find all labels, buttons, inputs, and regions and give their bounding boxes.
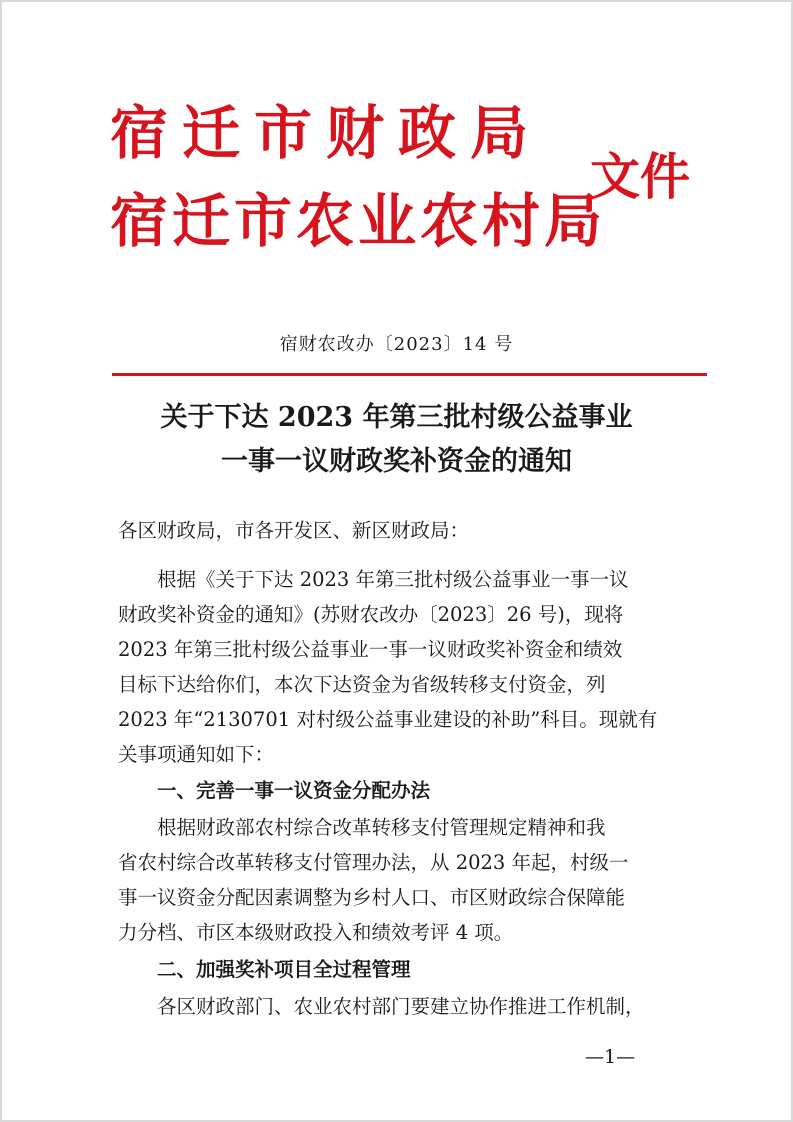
document-kind-label: 文件: [590, 148, 690, 206]
addressee: 各区财政局，市各开发区、新区财政局：: [118, 519, 470, 542]
document-title-line-2: 一事一议财政奖补资金的通知: [221, 446, 572, 477]
paragraph-2: [118, 810, 683, 950]
paragraph-line: 2023 年“2130701 对村级公益事业建设的补助”科目。现就有: [118, 708, 658, 731]
paragraph-line: 根据《关于下达 2023 年第三批村级公益事业一事一议: [157, 568, 629, 591]
issuer-agriculture-bureau: 宿迁市农业农村局: [110, 187, 607, 255]
document-number: 宿财农改办〔2023〕14 号: [279, 334, 514, 355]
paragraph-line: 根据财政部农村综合改革转移支付管理规定精神和我: [157, 816, 606, 839]
paragraph-line: 2023 年第三批村级公益事业一事一议财政奖补资金和绩效: [118, 638, 623, 661]
page-number: —1—: [585, 1046, 636, 1068]
paragraph-line: 力分档、市区本级财政投入和绩效考评 4 项。: [118, 921, 514, 944]
issuer-finance-bureau: 宿迁市财政局: [110, 99, 543, 167]
red-divider-line: [112, 373, 707, 376]
paragraph-line: 事一议资金分配因素调整为乡村人口、市区财政综合保障能: [118, 886, 626, 909]
paragraph-line: 各区财政部门、农业农村部门要建立协作推进工作机制，: [157, 995, 645, 1018]
section-heading-1: [118, 773, 683, 808]
paragraph-line: 财政奖补资金的通知》(苏财农改办〔2023〕26 号)，现将: [118, 603, 624, 626]
paragraph-line: 目标下达给你们，本次下达资金为省级转移支付资金，列: [118, 673, 606, 696]
heading-text: 二、加强奖补项目全过程管理: [157, 958, 411, 981]
paragraph-line: 省农村综合改革转移支付管理办法，从 2023 年起，村级一: [118, 851, 629, 874]
paragraph-line: 关事项通知如下：: [118, 743, 275, 766]
paragraph-3: [118, 989, 683, 1024]
heading-text: 一、完善一事一议资金分配办法: [157, 779, 431, 802]
document-title-line-1: 关于下达 2023 年第三批村级公益事业: [160, 402, 633, 433]
paragraph-1: [118, 562, 683, 772]
section-heading-2: [118, 952, 683, 987]
document-header: [110, 100, 710, 270]
